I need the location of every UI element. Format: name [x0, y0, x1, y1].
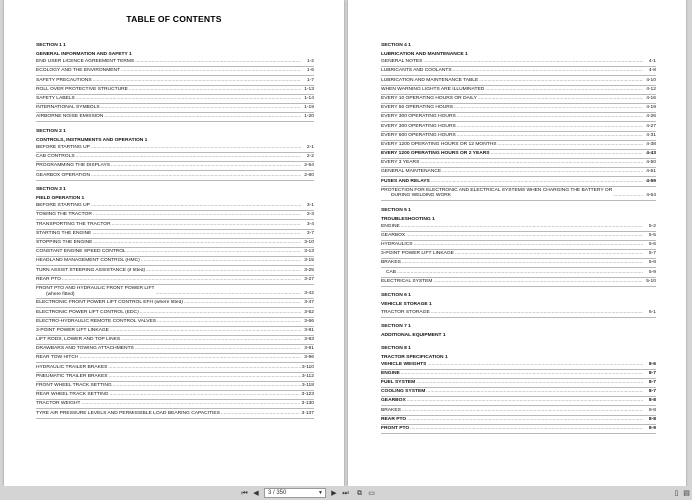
toc-entry-title: COOLING SYSTEM [381, 389, 426, 395]
toc-page-number: 8-8 [648, 398, 656, 404]
toc-entry[interactable] [36, 400, 314, 409]
toc-entry-title: HYDRAULIC TRAILER BRAKES [36, 364, 108, 370]
dot-leader [613, 193, 643, 199]
toc-page-number: 1-20 [304, 114, 314, 120]
dot-leader [76, 154, 301, 160]
dot-leader [110, 328, 301, 334]
toc-entry-title: GENERAL MAINTENANCE [381, 169, 442, 175]
toc-page-number: 3-13 [304, 249, 314, 255]
chapter-title: FIELD OPERATION 1 [36, 196, 85, 202]
toc-entry-title: 3-POINT POWER LIFT LINKAGE [36, 327, 109, 333]
toc-entry[interactable] [381, 104, 656, 113]
chapter-title: LUBRICATION AND MAINTENANCE 1 [381, 52, 468, 57]
toc-entry-title: EVERY 3 YEARS [381, 160, 420, 166]
toc-page-number: 3-123 [301, 392, 314, 398]
dot-leader [121, 337, 301, 343]
dot-leader [433, 279, 643, 285]
chapter-title: ADDITIONAL EQUIPMENT 1 [381, 333, 446, 338]
toc-page-number: 3-96 [304, 355, 314, 361]
toc-entry-title: TRANSPORTING THE TRACTOR [36, 221, 111, 227]
toc-page-number: 3-4 [306, 221, 314, 227]
toc-page-number: 6-1 [648, 309, 656, 315]
toc-entry-title: BEFORE STARTING UP [36, 203, 90, 209]
toc-entry-title: VEHICLE WEIGHTS [381, 361, 427, 367]
toc-entry-title: FRONT PTO [381, 426, 410, 431]
toc-entry-title: ECOLOGY AND THE ENVIRONMENT [36, 68, 121, 74]
toc-entry-title: TRACTOR STORAGE [381, 309, 430, 315]
toc-page-number: 4-26 [646, 114, 656, 120]
dot-leader [485, 87, 643, 93]
dot-leader [108, 365, 300, 371]
toc-entry-title: FUSES AND RELAYS [381, 178, 430, 184]
toc-page-number: 3-1 [306, 203, 314, 209]
dot-leader [431, 179, 643, 185]
toc-entry[interactable] [381, 268, 656, 277]
toc-entry-title: GEARBOX OPERATION [36, 172, 90, 178]
dot-leader [104, 114, 301, 120]
dot-leader [135, 346, 301, 352]
toc-entry-title-line1: FRONT PTO AND HYDRAULIC FRONT POWER LIFT [36, 285, 155, 291]
toc-entry[interactable] [36, 345, 314, 354]
toc-entry-title: GEARBOX [381, 398, 406, 404]
dot-leader [407, 417, 643, 423]
toc-entry[interactable] [36, 354, 314, 363]
toc-entry[interactable] [36, 318, 314, 327]
toc-page-number: 8-8 [648, 416, 656, 422]
toc-entry-title: REAR PTO [381, 416, 407, 422]
chapter-title: GENERAL INFORMATION AND SAFETY 1 [36, 52, 132, 57]
dot-leader [401, 224, 643, 230]
toc-page-number: 3-81 [304, 327, 314, 333]
toc-page-number: 4-59 [646, 178, 656, 184]
toc-entry-title: END USER LICENCE AGREEMENT TERMS [36, 59, 135, 65]
dot-leader [155, 291, 301, 297]
toc-entry-title-line2: (where fitted) [46, 291, 75, 297]
toc-page-number: 5-2 [648, 223, 656, 229]
dot-leader [91, 203, 301, 209]
toc-entry-title: ELECTRONIC FRONT POWER LIFT CONTROL EFH (where fitted) [36, 300, 183, 306]
toc-entry[interactable] [36, 336, 314, 345]
prev-page-icon[interactable]: ◀ [253, 490, 259, 497]
dot-leader [414, 242, 643, 248]
toc-page-number: 1-13 [304, 86, 314, 92]
dot-leader [221, 411, 301, 417]
toc-right [381, 43, 656, 434]
toc-entry-title: LUBRICANTS AND COOLANTS [381, 68, 452, 74]
dot-leader [491, 151, 643, 157]
toc-page-number: 3-10 [304, 240, 314, 245]
toc-entry[interactable] [381, 95, 656, 104]
dot-leader [62, 277, 301, 283]
dot-leader [407, 398, 643, 404]
toc-entry[interactable] [36, 67, 314, 76]
toc-page-number: 3-42 [304, 291, 314, 297]
toc-entry[interactable] [381, 141, 656, 150]
toc-entry[interactable] [381, 278, 656, 287]
toc-entry-title: REAR WHEEL TRACK SETTING [36, 392, 109, 398]
toc-page-number: 4-19 [646, 105, 656, 111]
dot-leader [93, 78, 301, 84]
toc-entry[interactable] [381, 76, 656, 85]
toc-entry[interactable] [36, 230, 314, 239]
toc-entry-title: CAB CONTROLS [36, 154, 75, 160]
section-heading: SECTION 6 1 [381, 293, 411, 299]
toc-entry[interactable] [36, 104, 314, 113]
dot-leader [498, 142, 643, 148]
dot-leader [402, 408, 643, 414]
toc-entry-title: EVERY 600 OPERATING HOURS [381, 132, 456, 138]
dot-leader [157, 319, 301, 325]
dot-leader [406, 233, 643, 239]
toc-page-number: 3-47 [304, 300, 314, 306]
toc-page-number: 8-7 [648, 380, 656, 386]
toc-page-number: 3-137 [301, 410, 314, 416]
toc-entry[interactable] [36, 58, 314, 67]
toc-entry[interactable] [381, 388, 656, 397]
toc-entry-title: TURN ASSIST STEERING ASSISTANCE (if fitted) [36, 267, 146, 273]
dot-leader [426, 389, 643, 395]
toc-entry[interactable] [381, 250, 656, 259]
toc-page-number: 4-12 [646, 86, 656, 92]
toc-entry[interactable] [36, 202, 314, 211]
toc-page-number: 1-2 [306, 59, 314, 65]
toc-page-number: 3-118 [301, 383, 314, 388]
toc-entry-title: BRAKES [381, 260, 401, 266]
toc-entry-title: 3-POINT POWER LIFT LINKAGE [381, 251, 454, 257]
dot-leader [140, 310, 301, 316]
toc-entry-title: TRACTOR WEIGHT [36, 401, 81, 407]
page-title: TABLE OF CONTENTS [126, 14, 222, 24]
first-page-icon[interactable]: ⏮ [241, 490, 248, 497]
dot-leader [127, 249, 301, 255]
toc-entry[interactable] [381, 159, 656, 168]
toc-entry-title: INTERNATIONAL SYMBOLS [36, 105, 100, 111]
continuous-icon[interactable]: ▤ [683, 490, 690, 497]
toc-entry[interactable] [36, 248, 314, 257]
toc-page-number: 4-51 [646, 169, 656, 175]
dot-leader [91, 173, 301, 179]
toc-page-number: 3-27 [304, 276, 314, 282]
chapter-title: CONTROLS, INSTRUMENTS AND OPERATION 1 [36, 137, 148, 143]
toc-entry[interactable] [381, 361, 656, 370]
toc-entry-title: EVERY 300 OPERATING HOURS [381, 114, 456, 120]
toc-entry-title: EVERY 50 OPERATING HOURS [381, 105, 454, 111]
toc-entry[interactable] [381, 122, 656, 131]
dot-leader [135, 59, 301, 65]
dot-leader [423, 59, 643, 65]
single-page-icon[interactable]: ▯ [674, 490, 679, 497]
toc-page-number: 4-50 [646, 160, 656, 166]
toc-entry[interactable] [381, 86, 656, 95]
dot-leader [479, 78, 643, 84]
dot-leader [397, 270, 643, 276]
toc-page-number: 3-3 [306, 212, 314, 218]
toc-entry-title: STOPPING THE ENGINE [36, 240, 93, 245]
toc-page-number: 2-54 [304, 163, 314, 169]
toc-entry[interactable] [36, 86, 314, 95]
last-page-icon[interactable]: ⏭ [342, 490, 349, 497]
dot-leader [431, 310, 643, 316]
right-page [348, 0, 686, 486]
dot-leader [401, 371, 643, 377]
toc-page-number: 2-2 [306, 154, 314, 160]
toc-page-number: 3-130 [301, 401, 314, 407]
toc-page-number: 4-64 [646, 193, 656, 198]
toc-page-number: 5-6 [648, 242, 656, 248]
chevron-down-icon[interactable]: ▼ [318, 490, 323, 496]
dot-leader [410, 426, 643, 432]
toc-entry[interactable] [36, 76, 314, 85]
toc-entry[interactable] [381, 425, 656, 434]
toc-page-number: 8-7 [648, 389, 656, 395]
dot-leader [113, 383, 301, 389]
toc-entry-title: EVERY 1200 OPERATING HOURS OR 12 MONTHS [381, 141, 497, 147]
dot-leader [453, 68, 643, 74]
dot-leader [110, 392, 301, 398]
dot-leader [92, 231, 301, 237]
toc-entry[interactable] [36, 363, 314, 372]
section-heading: SECTION 7 1 [381, 324, 411, 329]
section-heading: SECTION 5 1 [381, 207, 411, 213]
toc-entry-title: BEFORE STARTING UP [36, 145, 90, 150]
toc-entry[interactable] [36, 391, 314, 400]
dot-leader [184, 300, 301, 306]
toc-entry-title [381, 188, 612, 199]
toc-page-number: 3-83 [304, 337, 314, 343]
toc-entry[interactable] [36, 276, 314, 285]
two-page-icon[interactable]: ▭ [368, 490, 375, 497]
toc-page-number: 3-91 [304, 346, 314, 352]
toc-page-number: 4-10 [646, 77, 656, 83]
toc-entry[interactable] [36, 373, 314, 382]
toc-entry-title: LIFT RODS, LOWER AND TOP LINKS [36, 337, 121, 343]
toc-entry[interactable] [36, 171, 314, 180]
toc-page-number: 4-27 [646, 123, 656, 129]
toc-entry-title: FUEL SYSTEM [381, 380, 416, 386]
dot-leader [81, 401, 300, 407]
toc-page-number: 5-10 [646, 278, 656, 284]
toc-entry[interactable] [381, 132, 656, 141]
toc-page-number: 8-9 [648, 426, 656, 431]
dot-leader [146, 268, 301, 274]
toc-entry[interactable] [36, 211, 314, 220]
toc-entry[interactable] [381, 150, 656, 159]
left-page [4, 0, 344, 486]
toc-page-number: 1-14 [304, 95, 314, 101]
toc-page-number: 4-43 [646, 151, 656, 157]
toc-entry-title: CONSTANT ENGINE SPEED CONTROL [36, 249, 126, 255]
toc-page-number: 8-6 [648, 361, 656, 367]
toc-entry-title: LUBRICATION AND MAINTENANCE TABLE [381, 77, 479, 83]
toc-entry[interactable] [36, 266, 314, 275]
toc-entry[interactable] [36, 327, 314, 336]
toc-entry-title: ENGINE [381, 223, 400, 229]
toc-entry-title: AIRBORNE NOISE EMISSION [36, 114, 104, 120]
fit-page-icon[interactable]: ⧉ [357, 490, 362, 497]
toc-entry[interactable] [36, 95, 314, 104]
dot-leader [111, 163, 301, 169]
toc-entry-title: GEARBOX [381, 232, 406, 238]
toc-entry-title: HEADLAND MANAGEMENT CONTROL (HMC) [36, 258, 140, 264]
toc-entry[interactable] [381, 187, 656, 201]
toc-page-number: 5-5 [648, 232, 656, 238]
toc-entry-title: FRONT WHEEL TRACK SETTING [36, 383, 112, 388]
toc-entry[interactable] [381, 308, 656, 317]
toc-entry-title: EVERY 300 OPERATING HOURS [381, 123, 456, 129]
toc-entry-title: TOWING THE TRACTOR [36, 212, 92, 218]
toc-entry-title: PROGRAMMING THE DISPLAYS [36, 163, 111, 169]
toc-entry[interactable] [36, 153, 314, 162]
toc-page-number: 1-6 [306, 68, 314, 74]
section-heading: SECTION 4 1 [381, 43, 411, 48]
toc-page-number: 1-7 [306, 77, 314, 83]
toc-entry[interactable] [36, 308, 314, 317]
toc-page-number: 3-7 [306, 230, 314, 236]
dot-leader [402, 260, 643, 266]
dot-leader [457, 133, 643, 139]
toc-entry[interactable] [36, 409, 314, 418]
next-page-icon[interactable]: ▶ [331, 490, 337, 497]
toc-entry[interactable] [381, 416, 656, 425]
dot-leader [442, 169, 643, 175]
toc-entry[interactable] [36, 257, 314, 266]
toc-entry-title: TYRE AIR PRESSURE LEVELS AND PERMISSIBLE LOAD BEARING CAPACITIES [36, 410, 220, 416]
toc-entry-title [36, 286, 154, 297]
toc-entry[interactable] [381, 67, 656, 76]
toc-entry[interactable] [36, 144, 314, 153]
viewer-toolbar [0, 486, 692, 500]
toc-page-number: 1-19 [304, 105, 314, 111]
toc-left [36, 43, 314, 419]
toc-page-number: 3-112 [301, 373, 314, 379]
dot-leader [416, 380, 643, 386]
toc-entry[interactable] [36, 220, 314, 229]
toc-entry[interactable] [381, 370, 656, 379]
toc-entry[interactable] [381, 241, 656, 250]
toc-entry-title: GENERAL NOTES [381, 59, 423, 65]
toc-entry-title: ENGINE [381, 370, 400, 376]
section-heading: SECTION 1 1 [36, 43, 66, 48]
toc-entry-title: ELECTRONIC POWER LIFT CONTROL (EDC) [36, 309, 139, 315]
toc-entry[interactable] [381, 223, 656, 232]
toc-page-number: 5-9 [648, 269, 656, 275]
chapter-title: VEHICLE STORAGE 1 [381, 302, 432, 308]
toc-page-number: 4-16 [646, 95, 656, 101]
toc-entry[interactable] [381, 379, 656, 388]
toc-entry[interactable] [381, 177, 656, 186]
dot-leader [109, 374, 301, 380]
toc-entry[interactable] [36, 113, 314, 122]
toc-entry-title: ROLL OVER PROTECTIVE STRUCTURE [36, 86, 128, 92]
toc-entry[interactable] [36, 299, 314, 308]
toc-entry-title: BRAKES [381, 407, 401, 413]
dot-leader [93, 240, 301, 246]
chapter-title: TROUBLESHOOTING 1 [381, 216, 435, 222]
dot-leader [112, 222, 301, 228]
dot-leader [455, 251, 643, 257]
toc-page-number: 8-8 [648, 407, 656, 413]
toc-entry-title: CAB [386, 269, 397, 275]
chapter-title: TRACTOR SPECIFICATION 1 [381, 354, 448, 360]
dot-leader [454, 105, 643, 111]
toc-entry[interactable] [36, 239, 314, 248]
dot-leader [457, 114, 643, 120]
dot-leader [76, 96, 301, 102]
dot-leader [79, 355, 301, 361]
toc-entry-title: REAR PTO [36, 276, 61, 282]
dot-leader [129, 87, 301, 93]
toc-entry-title: ELECTRO-HYDRAULIC REMOTE CONTROL VALVES [36, 318, 157, 324]
toc-page-number: 4-31 [646, 132, 656, 138]
toc-page-number: 4-8 [648, 68, 656, 74]
toc-entry-title: REAR TOW HITCH [36, 355, 79, 361]
toc-entry-title-line2: DURING WELDING WORK [391, 193, 452, 199]
toc-entry[interactable] [381, 168, 656, 177]
toc-entry[interactable] [36, 285, 314, 299]
dot-leader [101, 105, 301, 111]
toc-entry-title: PNEUMATIC TRAILER BRAKES [36, 373, 108, 379]
toc-entry-title: SAFETY LABELS [36, 95, 75, 101]
toc-entry[interactable] [381, 58, 656, 67]
toc-page-number: 2-60 [304, 172, 314, 178]
dot-leader [141, 258, 301, 264]
toc-page-number: 4-38 [646, 141, 656, 147]
toc-page-number: 4-1 [648, 59, 656, 65]
dot-leader [91, 145, 301, 151]
toc-entry-title: EVERY 1200 OPERATING HOURS OR 2 YEARS [381, 151, 490, 157]
toc-page-number: 8-7 [648, 370, 656, 376]
dot-leader [478, 96, 643, 102]
toc-page-number: 2-1 [306, 145, 314, 150]
toc-entry-title: ELECTRICAL SYSTEM [381, 278, 433, 284]
toc-entry-title-line1: PROTECTION FOR ELECTRONIC AND ELECTRICAL SYSTEMS WHEN CHARGING THE BATTERY OR [381, 187, 613, 193]
toc-entry[interactable] [381, 397, 656, 406]
toc-page-number: 3-15 [304, 258, 314, 264]
toc-entry-title: WHEN WARNING LIGHTS ARE ILLUMINATED [381, 86, 485, 92]
toc-page-number: 3-110 [301, 364, 314, 370]
toc-page-number: 5-7 [648, 251, 656, 257]
toc-entry-title: DRAWBARS AND TOWING ATTACHMENTS [36, 346, 134, 352]
toc-entry[interactable] [36, 162, 314, 171]
toc-entry[interactable] [381, 232, 656, 241]
toc-page-number: 3-52 [304, 309, 314, 315]
toc-page-number: 3-66 [304, 318, 314, 324]
dot-leader [121, 68, 301, 74]
page-number-text: 3 / 350 [268, 490, 287, 496]
toc-entry-title: EVERY 10 OPERATING HOURS OR DAILY [381, 95, 477, 101]
toc-entry-title: STARTING THE ENGINE [36, 230, 92, 236]
section-heading: SECTION 2 1 [36, 128, 66, 134]
dot-leader [457, 124, 643, 130]
dot-leader [427, 362, 643, 368]
toc-entry-title: HYDRAULICS [381, 242, 413, 248]
dot-leader [93, 212, 301, 218]
toc-entry[interactable] [381, 259, 656, 268]
section-heading: SECTION 8 1 [381, 345, 411, 351]
section-heading: SECTION 3 1 [36, 187, 66, 193]
page-number-field[interactable] [264, 488, 326, 498]
toc-entry[interactable] [381, 406, 656, 415]
toc-entry-title: SAFETY PRECAUTIONS [36, 77, 92, 83]
toc-page-number: 5-8 [648, 260, 656, 266]
toc-entry[interactable] [381, 113, 656, 122]
toc-entry[interactable] [36, 382, 314, 391]
toc-page-number: 3-25 [304, 267, 314, 273]
dot-leader [420, 160, 643, 166]
